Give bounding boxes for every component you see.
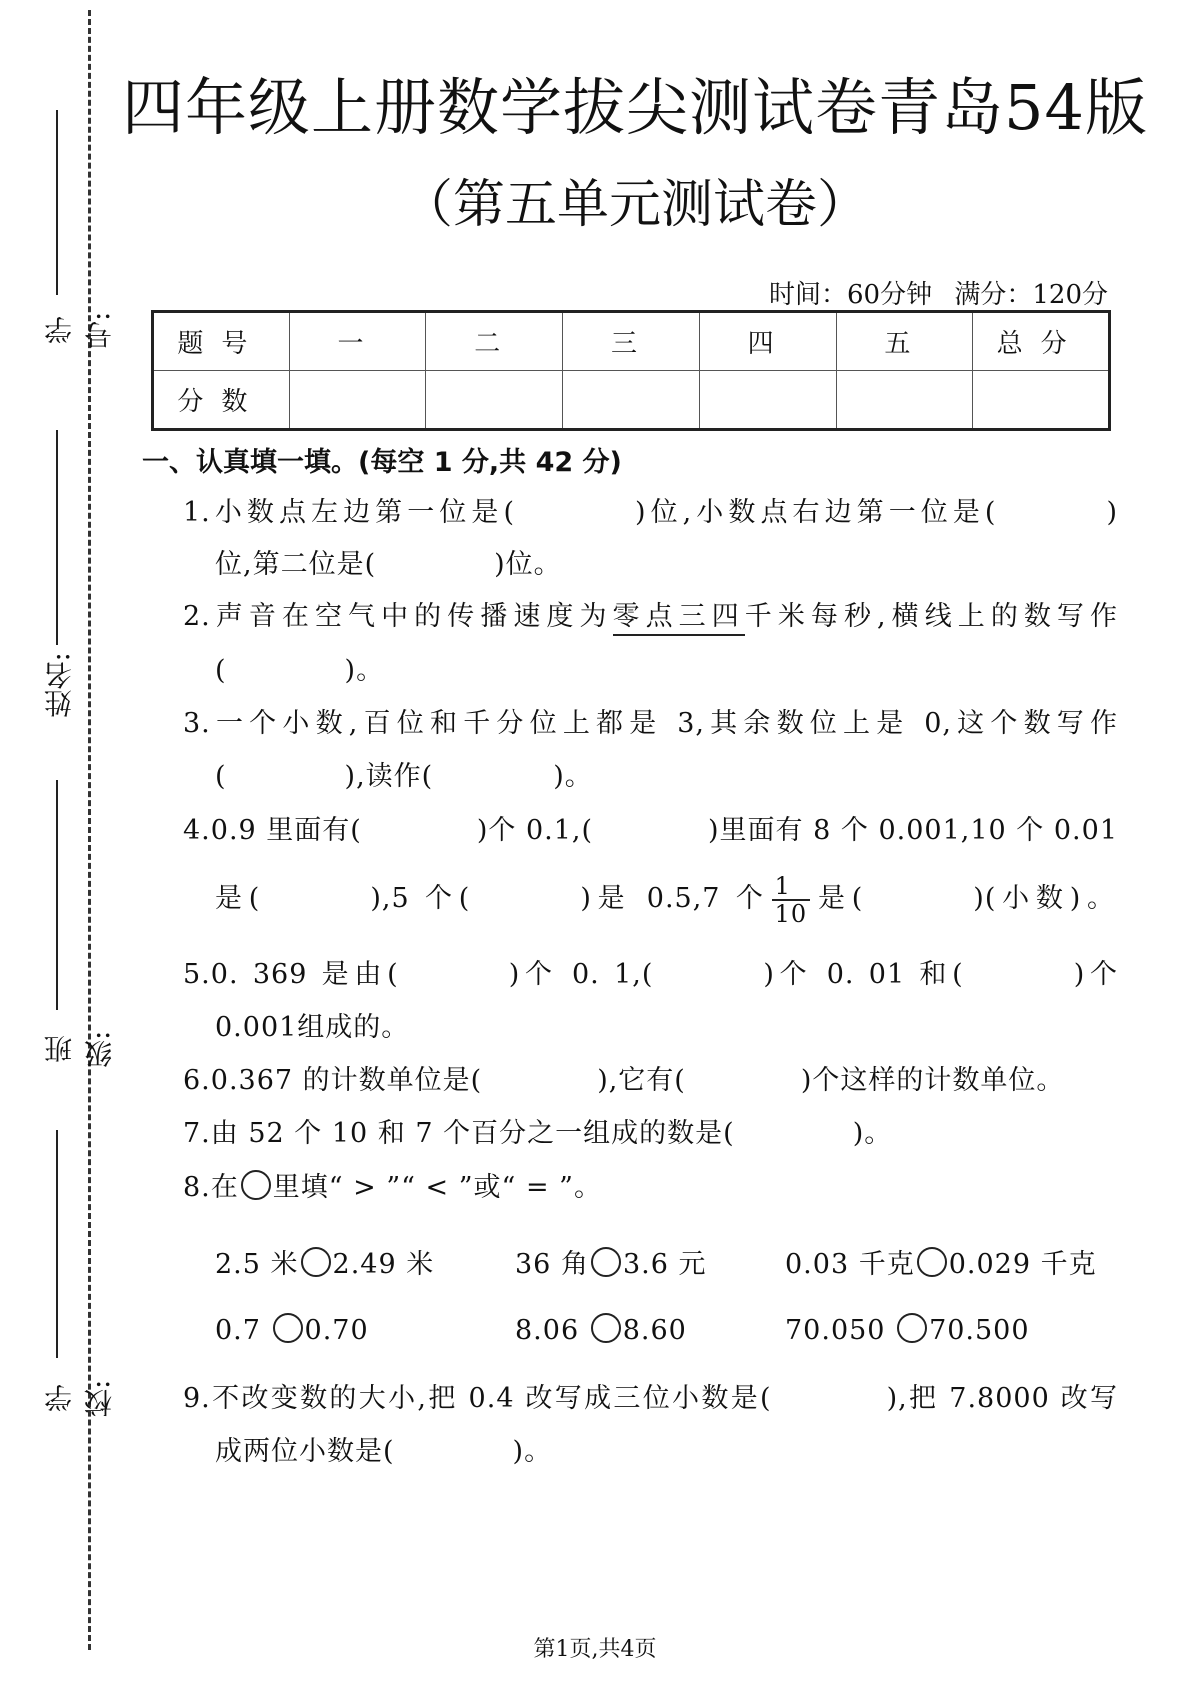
score-cell[interactable] (426, 371, 563, 430)
q3-text-d: )。 (553, 761, 593, 792)
comparison-item (515, 1313, 687, 1346)
q6-text-b: ),它有( (597, 1065, 686, 1096)
q2-text-d: )。 (344, 655, 385, 686)
comparison-item (785, 1242, 1097, 1281)
school-label: 学校: (43, 1379, 116, 1417)
q1-text-e: )位。 (494, 549, 562, 580)
fraction-denominator: 10 (774, 899, 808, 928)
comparison-right: 3.6 元 (622, 1249, 707, 1280)
score-cell[interactable] (836, 371, 973, 430)
score-table-score-row (153, 371, 1110, 430)
exam-subtitle: （第五单元测试卷） (400, 175, 869, 235)
q2-text-b: 千米每秒,横线上的数写作 (744, 601, 1118, 632)
student-name-field[interactable] (40, 430, 80, 720)
exam-title: 四年级上册数学拔尖测试卷青岛54版 (122, 71, 1148, 144)
comparison-right: 0.70 (304, 1315, 369, 1346)
q9-text-d: )。 (512, 1436, 553, 1467)
comparison-right: 0.029 千克 (948, 1249, 1097, 1280)
question-9-line-1 (183, 1372, 1118, 1425)
q2-underlined-text: 零点三四 (613, 601, 745, 636)
score-col-3: 三 (563, 312, 700, 371)
question-5-line-1 (183, 948, 1118, 1001)
q4-text-h: )(小数)。 (973, 883, 1116, 914)
comparison-circle[interactable] (591, 1313, 621, 1343)
score-table-row2-label: 分数 (153, 371, 290, 430)
score-cell[interactable] (289, 371, 426, 430)
class-field[interactable] (40, 780, 116, 1080)
score-col-1: 一 (289, 312, 426, 371)
q9-text-a: 9.不改变数的大小,把 0.4 改写成三位小数是( (183, 1383, 772, 1414)
comparison-right: 8.60 (622, 1315, 687, 1346)
section-1-title: 一、认真填一填。(每空 1 分,共 42 分) (142, 447, 622, 478)
score-cell[interactable] (699, 371, 836, 430)
score-col-4: 四 (699, 312, 836, 371)
question-3-line-2 (215, 750, 1115, 803)
q4-text-c: )里面有 8 个 0.001,10 个 0.01 (708, 815, 1119, 846)
comparison-item (785, 1313, 1030, 1346)
q3-text-b: ( (215, 761, 227, 792)
comparison-left: 70.050 (785, 1315, 896, 1346)
student-id-label: 学号: (43, 311, 116, 349)
comparison-item (215, 1313, 369, 1346)
question-7 (183, 1107, 1118, 1160)
comparison-left: 2.5 米 (215, 1249, 299, 1280)
school-line (56, 1130, 58, 1358)
q7-text-a: 7.由 52 个 10 和 7 个百分之一组成的数是( (183, 1118, 735, 1149)
student-name-line (56, 430, 58, 645)
question-4-line-1 (183, 804, 1118, 857)
question-6 (183, 1054, 1118, 1107)
comparison-left: 0.7 (215, 1315, 271, 1346)
q4-text-b: )个 0.1,( (476, 815, 594, 846)
q6-text-a: 6.0.367 的计数单位是( (183, 1065, 483, 1096)
q5-text-e: 0.001组成的。 (215, 1012, 410, 1043)
q1-text-d: 位,第二位是( (215, 549, 377, 580)
q5-text-c: )个 0. 01 和( (763, 959, 964, 990)
q3-text-c: ),读作( (344, 761, 434, 792)
question-1-line-1 (183, 486, 1118, 539)
q2-text-c: ( (215, 655, 227, 686)
q5-text-a: 5.0. 369 是由( (183, 959, 399, 990)
q9-text-c: 成两位小数是( (215, 1436, 395, 1467)
comparison-item (215, 1242, 434, 1281)
q4-text-f: )是 0.5,7 个 (580, 883, 770, 914)
score-table-row1-label: 题号 (153, 312, 290, 371)
q1-text-a: 1.小数点左边第一位是( (183, 497, 515, 528)
class-line (56, 780, 58, 1010)
question-4-line-2 (215, 872, 1115, 927)
comparison-left: 0.03 千克 (785, 1249, 915, 1280)
comparison-right: 2.49 米 (332, 1249, 435, 1280)
score-cell[interactable] (563, 371, 700, 430)
comparison-circle[interactable] (301, 1247, 331, 1277)
student-id-line (56, 110, 58, 295)
q2-text-a: 2.声音在空气中的传播速度为 (183, 601, 613, 632)
comparison-right: 70.500 (929, 1315, 1030, 1346)
student-name-label: 姓名: (43, 652, 76, 718)
circle-icon (241, 1170, 271, 1200)
exam-time: 时间：60分钟 (769, 280, 933, 310)
score-table (151, 310, 1111, 431)
comparison-left: 8.06 (515, 1315, 589, 1346)
q5-text-d: )个 (1073, 959, 1118, 990)
exam-meta (755, 274, 1108, 311)
q6-text-c: )个这样的计数单位。 (800, 1065, 1065, 1096)
q9-text-b: ),把 7.8000 改写 (886, 1383, 1118, 1414)
exam-full-score: 满分：120分 (954, 280, 1108, 310)
q4-text-e: ),5 个( (370, 883, 471, 914)
question-8 (183, 1161, 1118, 1214)
score-table-header-row (153, 312, 1110, 371)
question-3-line-1 (183, 697, 1118, 750)
question-2-line-1 (183, 590, 1118, 643)
comparison-circle[interactable] (273, 1313, 303, 1343)
q4-text-g: 是( (812, 883, 864, 914)
q4-text-a: 4.0.9 里面有( (183, 815, 362, 846)
score-col-2: 二 (426, 312, 563, 371)
comparison-circle[interactable] (897, 1313, 927, 1343)
comparison-item (515, 1242, 706, 1281)
q1-text-c: ) (1106, 497, 1118, 528)
student-id-field[interactable] (40, 110, 116, 360)
score-col-total: 总分 (973, 312, 1110, 371)
q5-text-b: )个 0. 1,( (508, 959, 654, 990)
comparison-circle[interactable] (917, 1247, 947, 1277)
score-col-5: 五 (836, 312, 973, 371)
class-label: 班级: (43, 1030, 116, 1068)
question-5-line-2 (215, 1001, 1115, 1054)
comparison-left: 36 角 (515, 1249, 589, 1280)
q8-text-a: 8.在 (183, 1172, 239, 1203)
page-number: 第1页,共4页 (533, 1637, 657, 1662)
fraction-numerator: 1 (772, 873, 811, 901)
question-9-line-2 (215, 1425, 1115, 1478)
fraction-one-tenth (772, 873, 811, 927)
question-2-line-2 (215, 644, 1115, 697)
q1-text-b: )位,小数点右边第一位是( (634, 497, 997, 528)
q4-text-d: 是( (215, 883, 261, 914)
question-1-line-2 (215, 538, 1115, 591)
school-field[interactable] (40, 1130, 116, 1430)
q3-text-a: 3.一个小数,百位和千分位上都是 3,其余数位上是 0,这个数写作 (183, 708, 1118, 739)
q8-text-b: 里填“ > ”“ < ”或“ = ”。 (272, 1172, 602, 1203)
score-cell-total[interactable] (973, 371, 1110, 430)
comparison-circle[interactable] (591, 1247, 621, 1277)
q7-text-b: )。 (852, 1118, 893, 1149)
